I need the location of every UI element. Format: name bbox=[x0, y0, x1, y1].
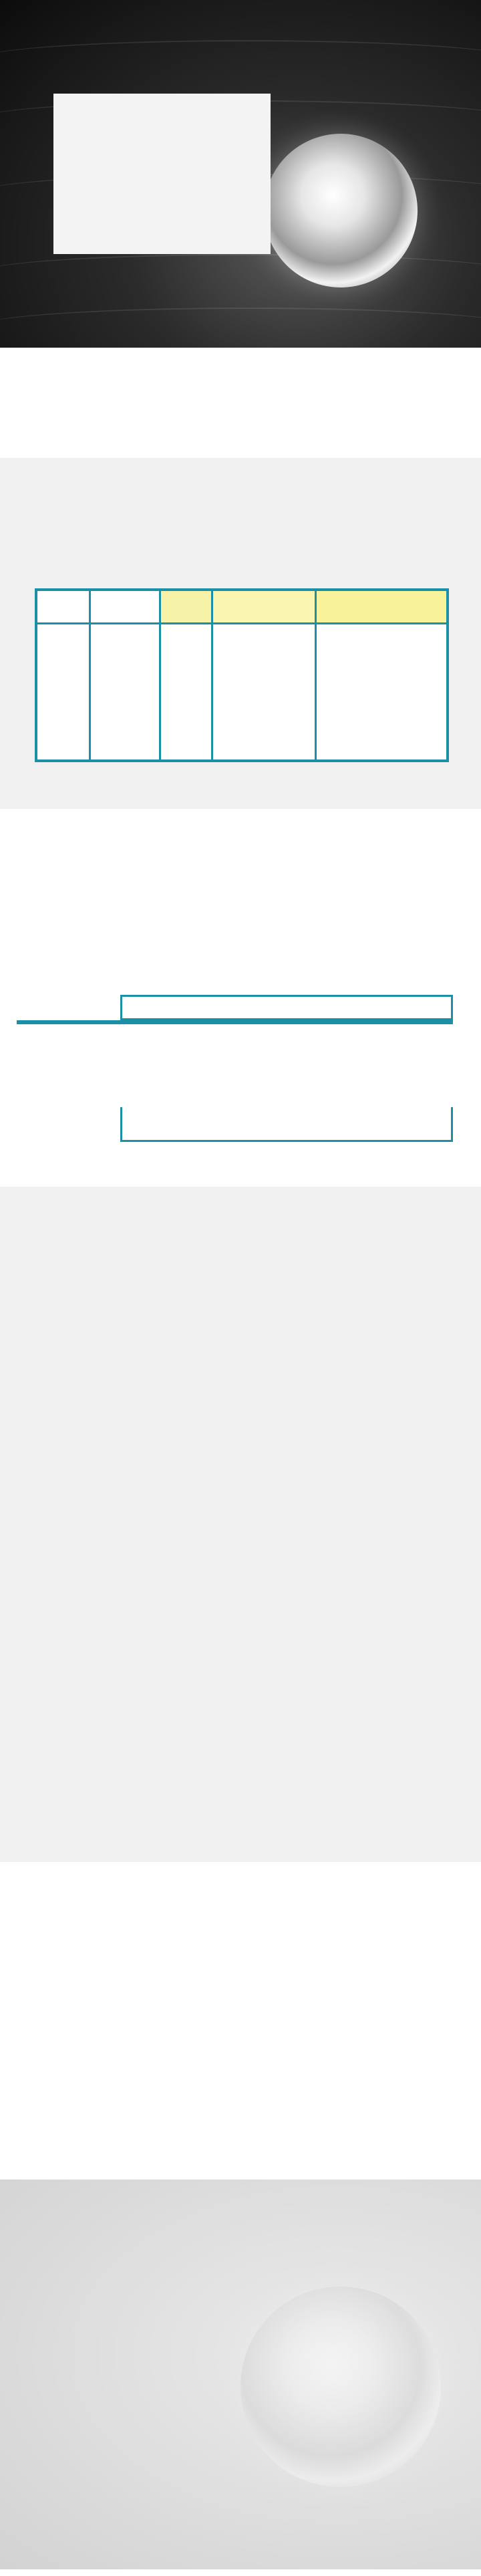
rock-texture bbox=[0, 40, 481, 80]
hero-banner bbox=[0, 0, 481, 348]
clarity-icon-row bbox=[120, 995, 453, 1020]
colour-title bbox=[0, 458, 481, 483]
colour-column bbox=[91, 591, 161, 759]
colour-column bbox=[213, 591, 317, 759]
colour-column-head bbox=[91, 591, 159, 624]
colour-column-head bbox=[213, 591, 315, 624]
clarity-table bbox=[17, 1020, 453, 1024]
carat-text-3 bbox=[0, 1907, 481, 1925]
cut-section bbox=[0, 1187, 481, 1862]
hero-title-box bbox=[53, 94, 271, 254]
colour-column bbox=[161, 591, 213, 759]
cut-title bbox=[0, 1187, 481, 1212]
intro-text bbox=[0, 348, 481, 458]
clarity-footer-row bbox=[120, 1107, 453, 1142]
carat-section bbox=[0, 1862, 481, 2180]
colour-column-head bbox=[37, 591, 89, 624]
colour-section bbox=[0, 458, 481, 809]
colour-scale-table bbox=[35, 588, 449, 762]
carat-title bbox=[0, 1862, 481, 1889]
clarity-text bbox=[0, 836, 481, 845]
rock-texture bbox=[0, 254, 481, 294]
clarity-title bbox=[0, 809, 481, 836]
colour-column-head bbox=[161, 591, 211, 624]
footer bbox=[0, 2180, 481, 2569]
colour-column bbox=[317, 591, 446, 759]
rock-texture bbox=[0, 308, 481, 348]
clarity-section bbox=[0, 809, 481, 1187]
hero-diamond-image bbox=[264, 134, 418, 287]
colour-column bbox=[37, 591, 91, 759]
colour-column-head bbox=[317, 591, 446, 624]
cut-text bbox=[0, 1212, 481, 1221]
colour-text bbox=[0, 483, 481, 493]
